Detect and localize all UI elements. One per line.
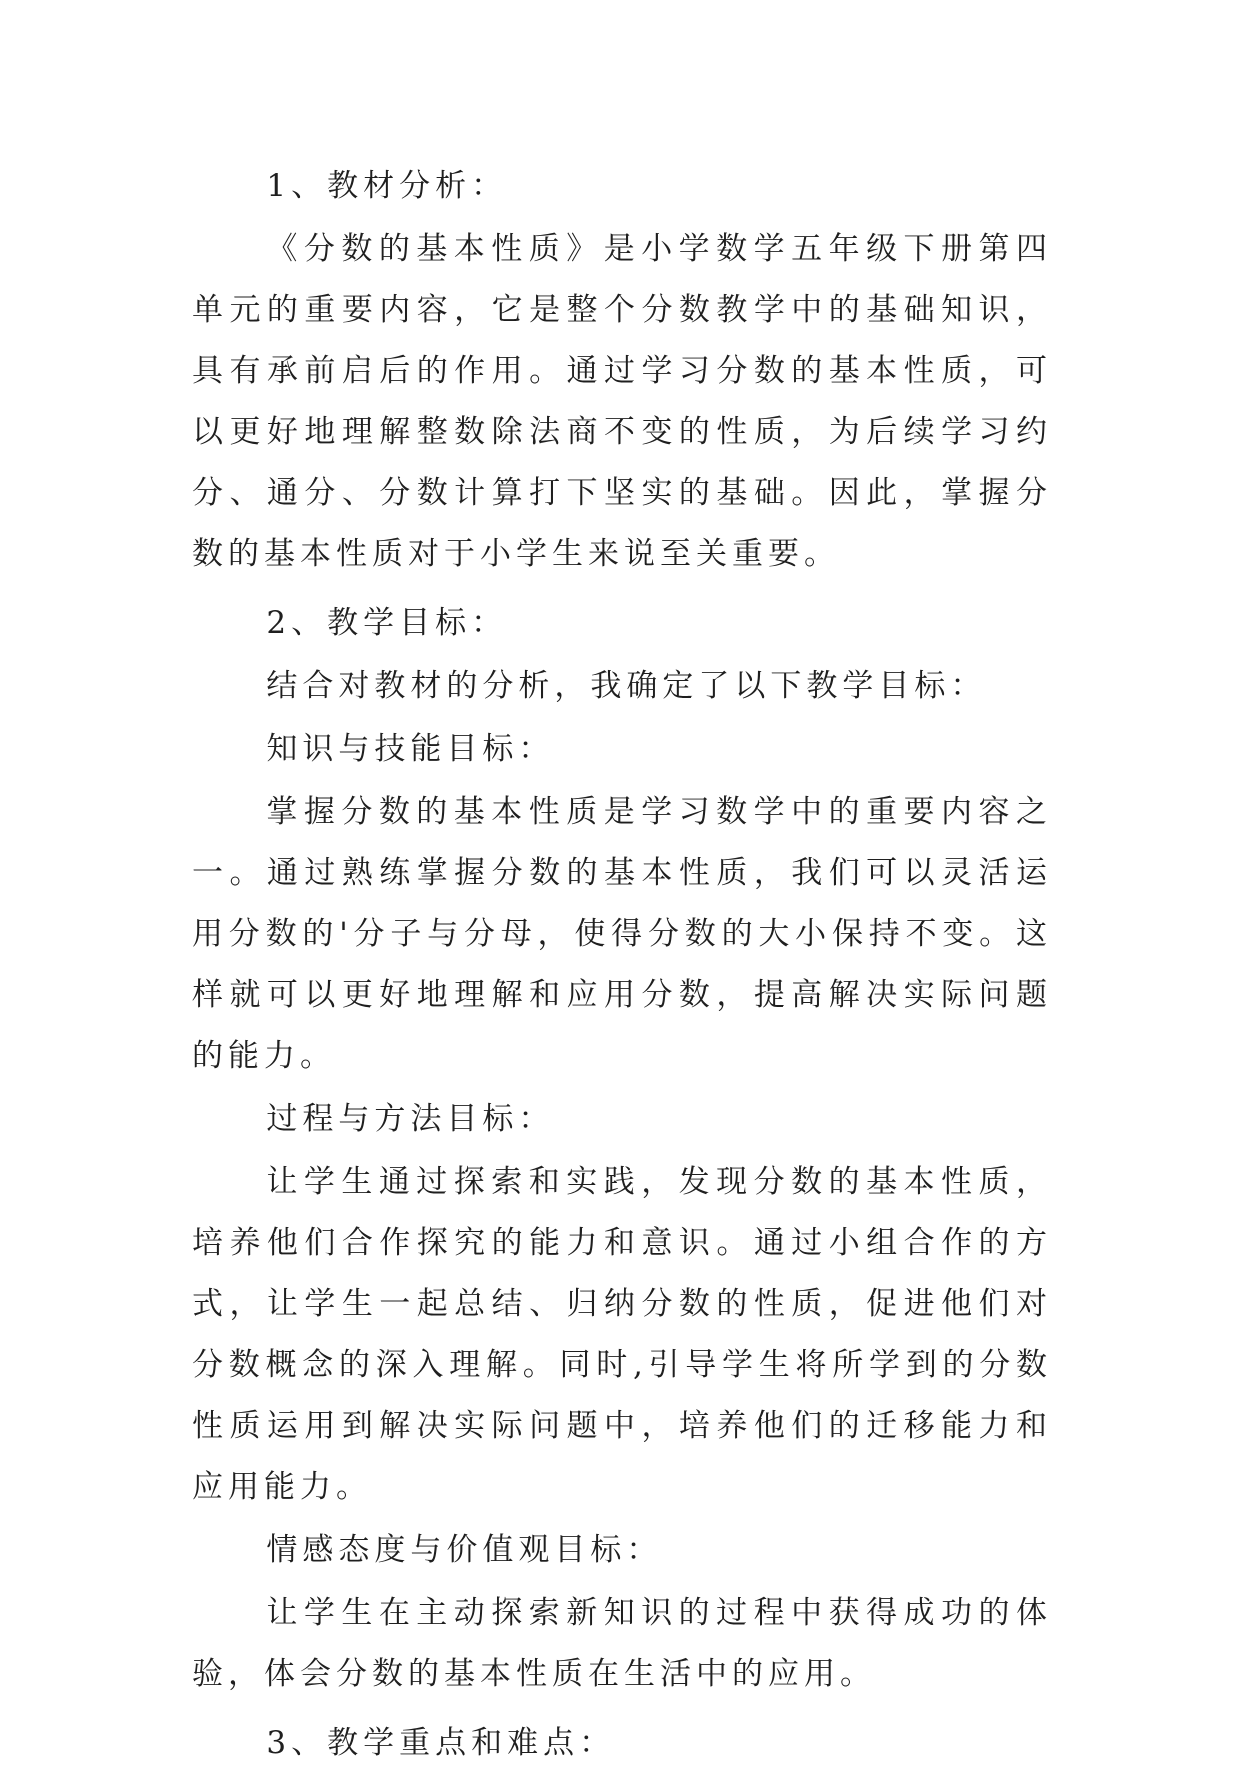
heading-process-method: 过程与方法目标： — [266, 1101, 555, 1137]
heading-teaching-goals: 2、教学目标： — [266, 605, 508, 641]
document-body — [192, 156, 1052, 1774]
paragraph-knowledge-skills: 掌握分数的基本性质是学习数学中的重要内容之一。通过熟练掌握分数的基本性质，我们可以灵活运用分数的'分子与分母，使得分数的大小保持不变。这样就可以更好地理解和应用分数，提高解决实际问题的能力。 — [192, 794, 1052, 1074]
heading-emotion-values: 情感态度与价值观目标： — [266, 1532, 663, 1568]
heading-material-analysis: 1、教材分析： — [266, 168, 508, 204]
paragraph-emotion-values: 让学生在主动探索新知识的过程中获得成功的体验，体会分数的基本性质在生活中的应用。 — [192, 1595, 1052, 1692]
paragraph-material-analysis: 《分数的基本性质》是小学数学五年级下册第四单元的重要内容，它是整个分数教学中的基础知识，具有承前启后的作用。通过学习分数的基本性质，可以更好地理解整数除法商不变的性质，为后续学习约分、通分、分数计算打下坚实的基础。因此，掌握分数的基本性质对于小学生来说至关重要。 — [192, 231, 1052, 572]
paragraph-goals-intro: 结合对教材的分析，我确定了以下教学目标： — [266, 668, 987, 704]
heading-key-difficult-points: 3、教学重点和难点： — [266, 1725, 616, 1761]
paragraph-process-method: 让学生通过探索和实践，发现分数的基本性质，培养他们合作探究的能力和意识。通过小组合作的方式，让学生一起总结、归纳分数的性质，促进他们对分数概念的深入理解。同时,引导学生将所学到的分数性质运用到解决实际问题中，培养他们的迁移能力和应用能力。 — [192, 1164, 1052, 1505]
heading-knowledge-skills: 知识与技能目标： — [266, 731, 555, 767]
